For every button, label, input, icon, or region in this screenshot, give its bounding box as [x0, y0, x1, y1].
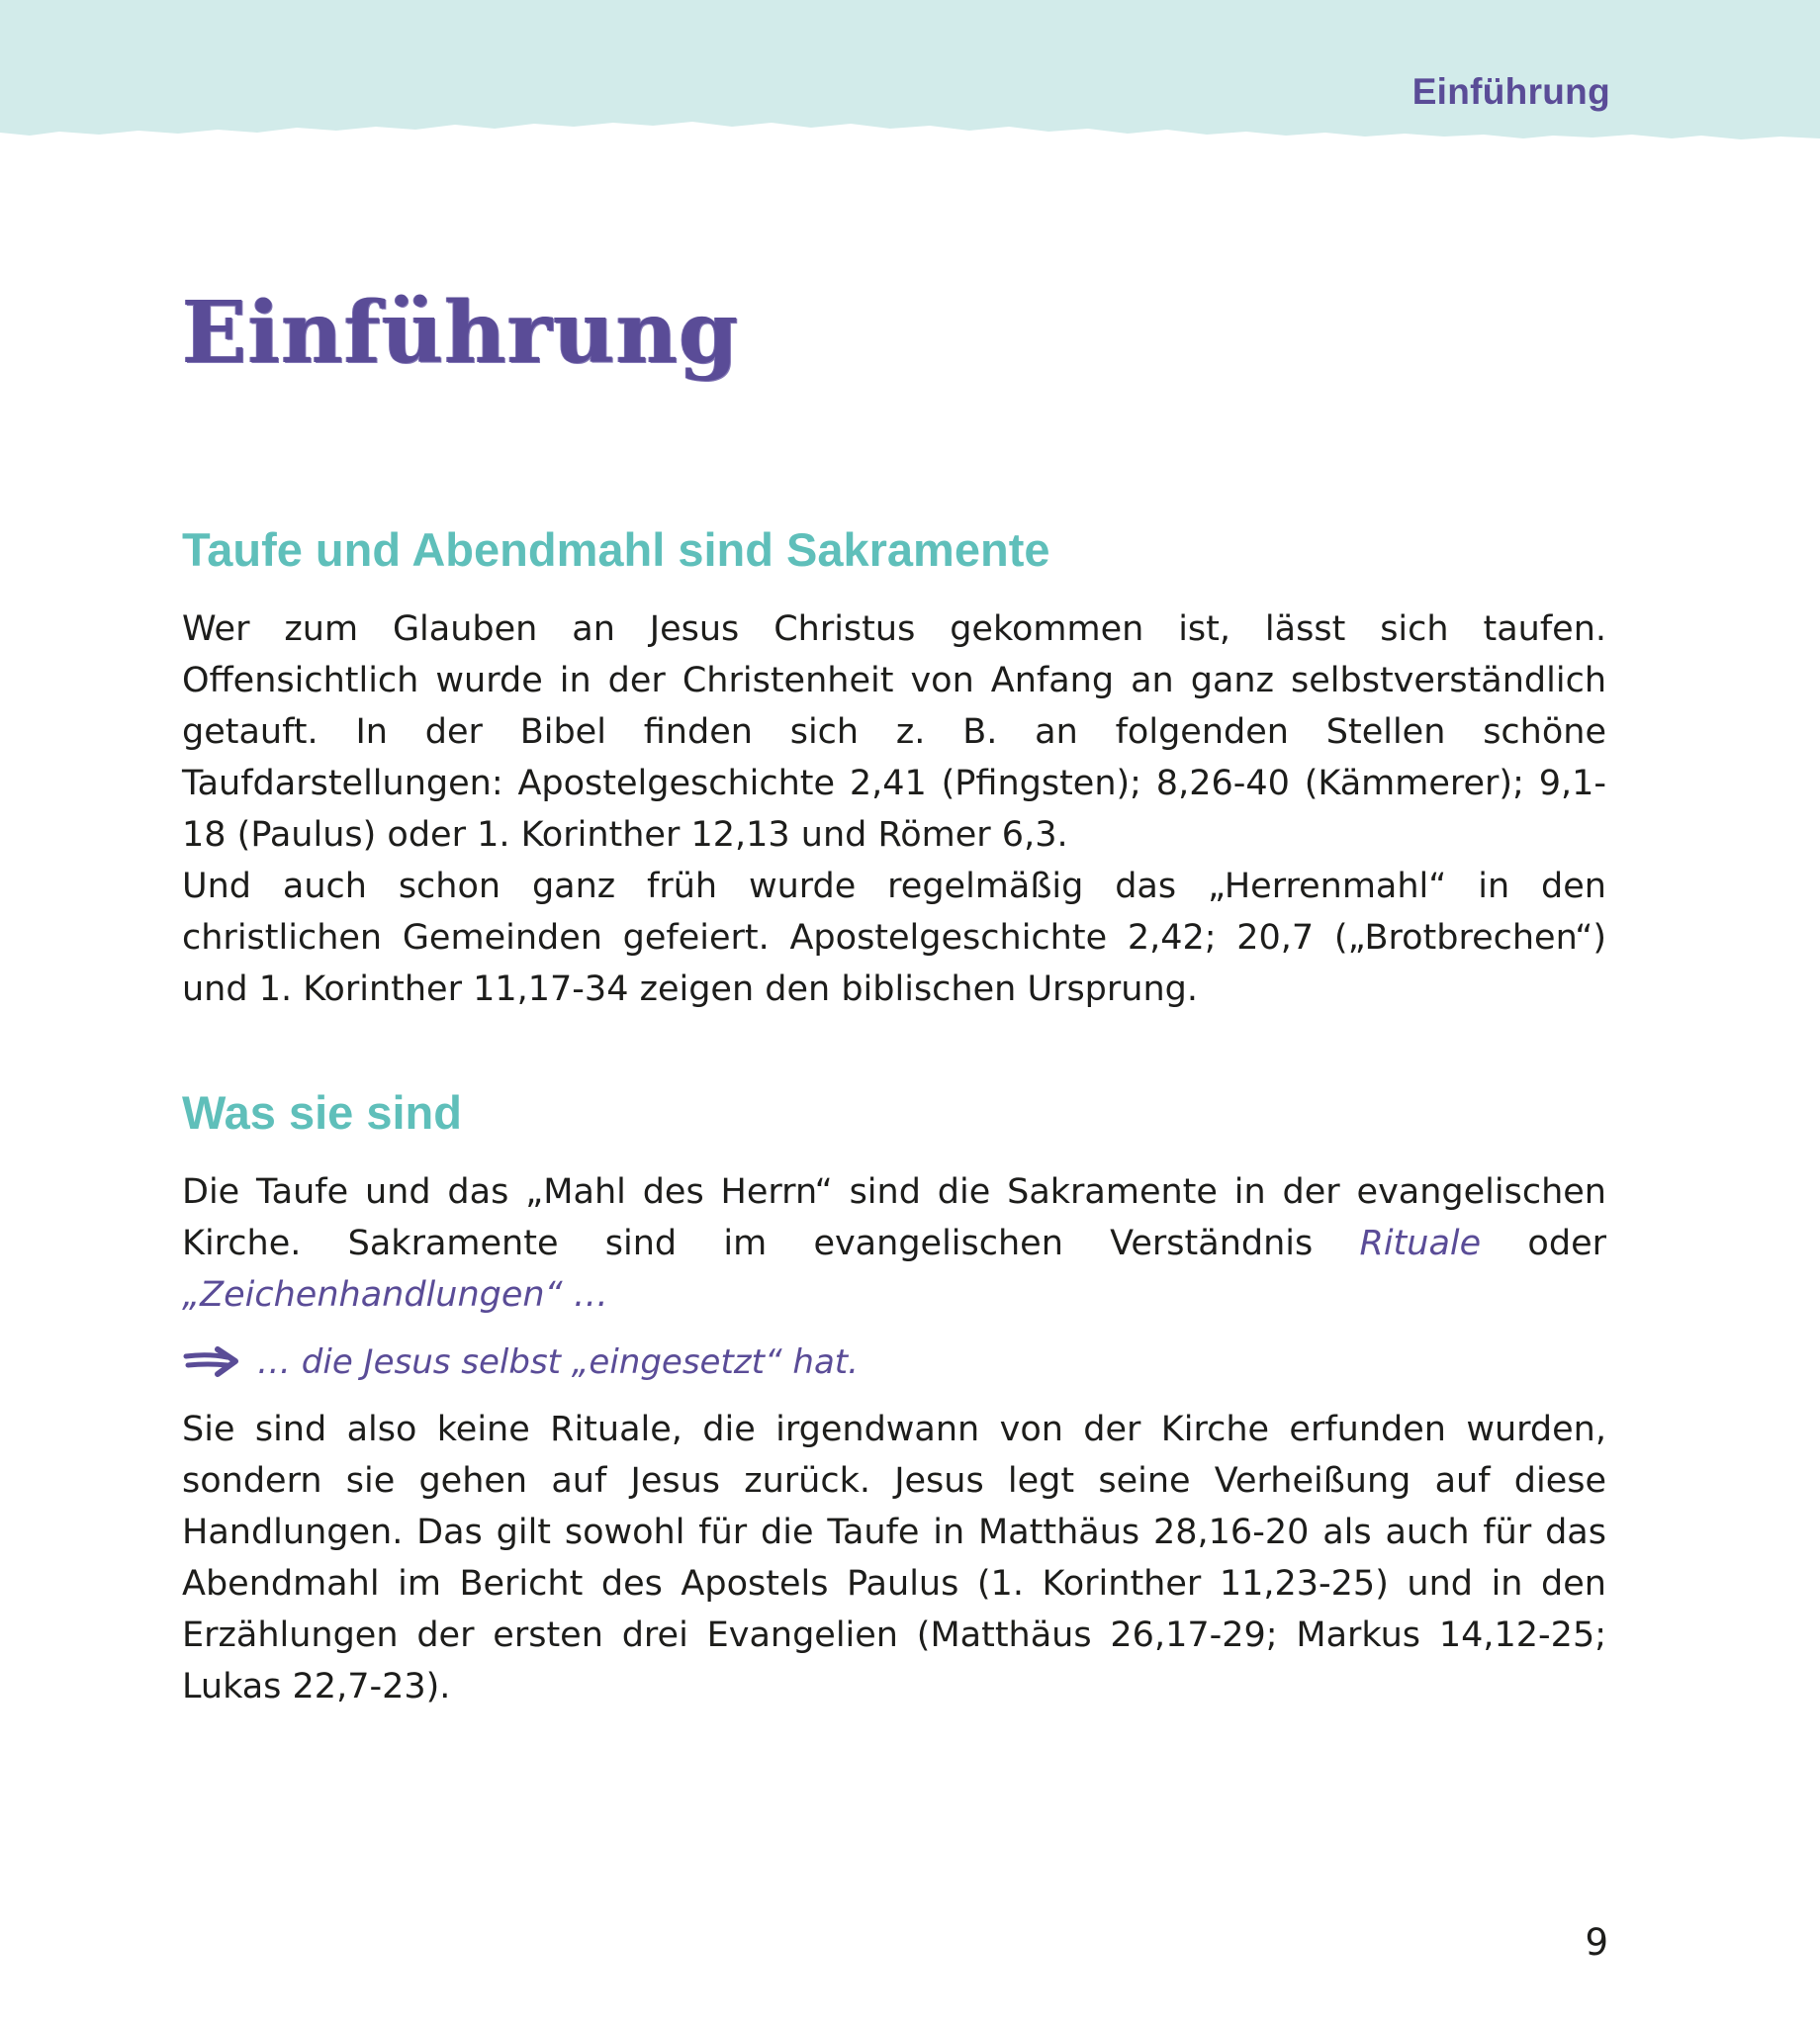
header-band: [0, 0, 1820, 148]
section-heading: Taufe und Abendmahl sind Sakramente: [182, 523, 1050, 576]
paragraph: Sie sind also keine Rituale, die irgendwann von der Kirche erfunden wurden, sondern sie gehen auf Jesus zurück. Jesus legt seine Verheißung auf diese Handlungen. Das gilt sowohl für die Taufe in Matthäus 28,16-20 als auch für das Abendmahl im Bericht des Apostels Paulus (1. Korinther 11,23-25) und in den Erzählungen der ersten drei Evangelien (Matthäus 26,17-29; Markus 14,12-25; Lukas 22,7-23).: [182, 1410, 1606, 1707]
paragraph: Wer zum Glauben an Jesus Christus gekommen ist, lässt sich taufen. Offensichtlich wurde in der Christenheit von Anfang an ganz selbstverständlich getauft. In der Bibel finden sich z. B. an folgenden Stellen schöne Taufdarstellungen: Apostelgeschichte 2,41 (Pfingsten); 8,26-40 (Kämmerer); 9,1-18 (Paulus) oder 1. Korinther 12,13 und Römer 6,3.: [182, 609, 1606, 856]
emphasis-zeichenhandlungen: „Zeichenhandlungen“ …: [182, 1275, 608, 1316]
page-number: 9: [1585, 1921, 1608, 1964]
paragraph: Und auch schon ganz früh wurde regelmäßig das „Herrenmahl“ in den christlichen Gemeinden gefeiert. Apostelgeschichte 2,42; 20,7 („Brotbrechen“) und 1. Korinther 11,17-34 zeigen den biblischen Ursprung.: [182, 867, 1606, 1010]
paragraph: [182, 1166, 1606, 1321]
arrow-note-text: … die Jesus selbst „eingesetzt“ hat.: [257, 1342, 859, 1383]
emphasis-rituale: Rituale: [1359, 1224, 1482, 1264]
section-what-they-are: [182, 1085, 1606, 1712]
intro-text: oder: [1481, 1224, 1606, 1264]
section-heading: Was sie sind: [182, 1086, 462, 1139]
page-title: Einführung: [182, 283, 740, 383]
intro-text: Die Taufe und das „Mahl des Herrn“ sind die Sakramente in der evangelischen Kirche. Sakramente sind im evangelischen Verständnis: [182, 1172, 1606, 1264]
arrow-right-icon: [182, 1345, 241, 1379]
arrow-note: [182, 1342, 1606, 1382]
section-sacraments: [182, 522, 1606, 1015]
running-head: Einführung: [1411, 71, 1610, 112]
